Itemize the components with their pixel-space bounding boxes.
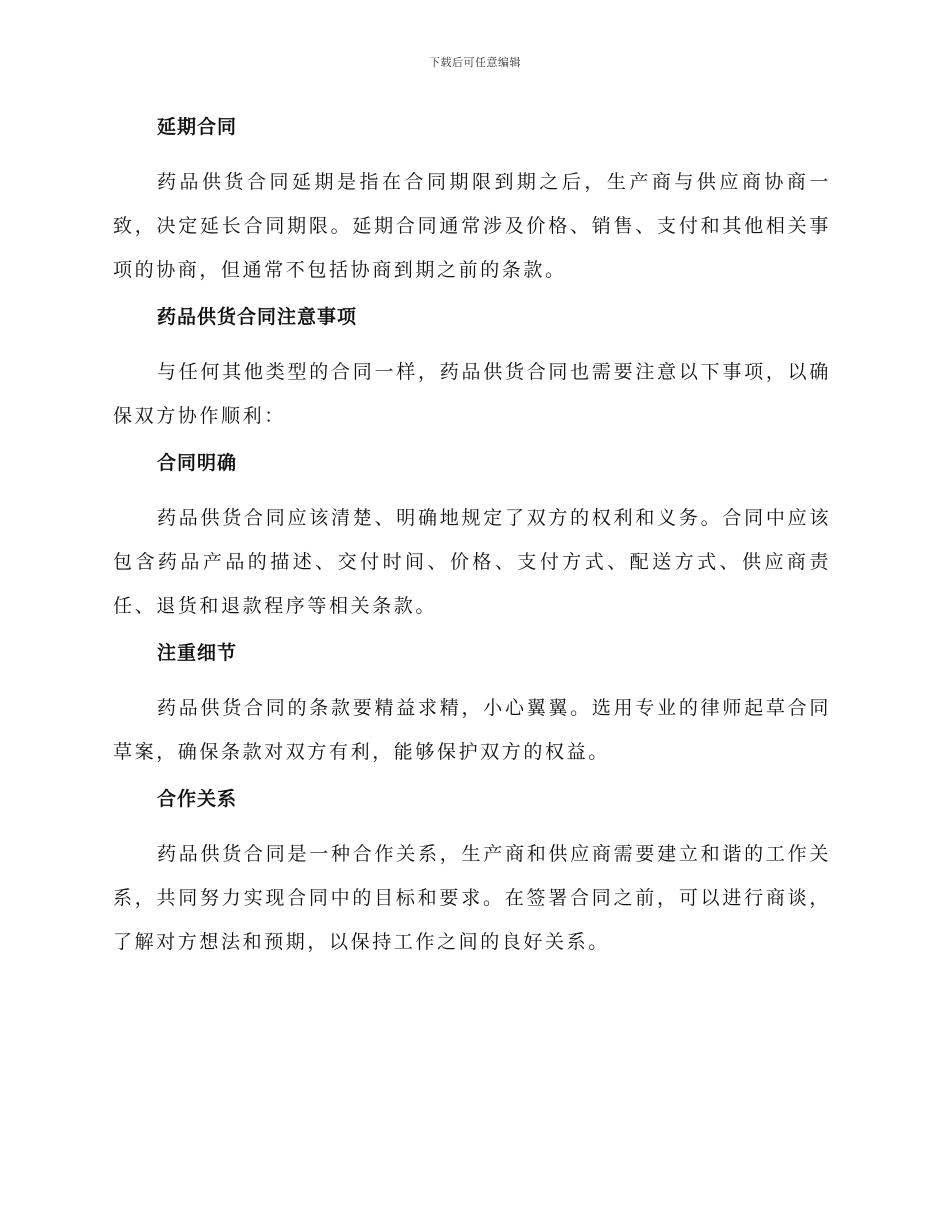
section-paragraph: 药品供货合同延期是指在合同期限到期之后，生产商与供应商协商一致，决定延长合同期限。延期合同通常涉及价格、销售、支付和其他相关事项的协商，但通常不包括协商到期之前的条款。 bbox=[113, 171, 831, 281]
page-header: 下载后可任意编辑 bbox=[429, 56, 521, 69]
section-heading: 合同明确 bbox=[157, 452, 238, 474]
section-paragraph: 药品供货合同是一种合作关系，生产商和供应商需要建立和谐的工作关系，共同努力实现合同中的目标和要求。在签署合同之前，可以进行商谈，了解对方想法和预期，以保持工作之间的良好关系。 bbox=[113, 843, 831, 953]
section-cooperation bbox=[113, 784, 831, 964]
section-heading: 药品供货合同注意事项 bbox=[157, 306, 358, 328]
section-contract-notes bbox=[113, 302, 831, 438]
section-heading: 合作关系 bbox=[157, 788, 238, 810]
section-heading: 延期合同 bbox=[157, 116, 238, 138]
section-heading: 注重细节 bbox=[157, 642, 238, 664]
document-body bbox=[113, 112, 831, 974]
section-extension-contract bbox=[113, 112, 831, 292]
section-paragraph: 药品供货合同的条款要精益求精，小心翼翼。选用专业的律师起草合同草案，确保条款对双方有利，能够保护双方的权益。 bbox=[113, 697, 831, 763]
section-attention-to-detail bbox=[113, 638, 831, 774]
section-paragraph: 药品供货合同应该清楚、明确地规定了双方的权利和义务。合同中应该包含药品产品的描述、交付时间、价格、支付方式、配送方式、供应商责任、退货和退款程序等相关条款。 bbox=[113, 507, 831, 617]
section-clear-contract bbox=[113, 448, 831, 628]
section-paragraph: 与任何其他类型的合同一样，药品供货合同也需要注意以下事项，以确保双方协作顺利： bbox=[113, 361, 831, 427]
